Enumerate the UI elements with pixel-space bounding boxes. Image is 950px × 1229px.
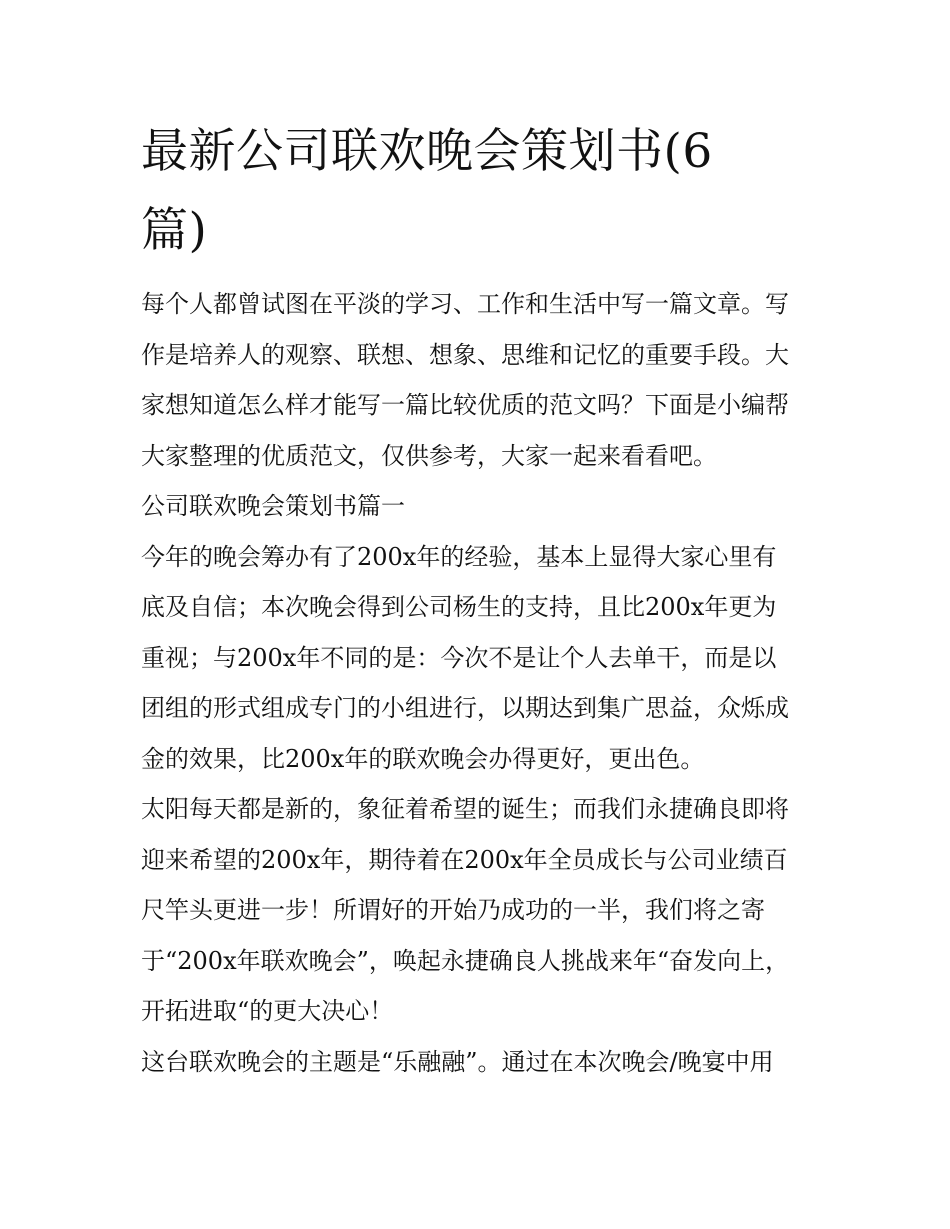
document-title bbox=[141, 112, 813, 270]
text-line: 今年的晚会筹办有了200x年的经验，基本上显得大家心里有 bbox=[141, 542, 777, 571]
text-line: 尺竿头更进一步！所谓好的开始乃成功的一半，我们将之寄 bbox=[141, 896, 765, 924]
text-line: 家想知道怎么样才能写一篇比较优质的范文吗？下面是小编帮 bbox=[141, 391, 789, 419]
title-line-1: 最新公司联欢晚会策划书(6 bbox=[141, 124, 713, 179]
body-paragraph bbox=[141, 1046, 813, 1097]
text-line: 底及自信；本次晚会得到公司杨生的支持，且比200x年更为 bbox=[141, 593, 777, 621]
title-line-2: 篇) bbox=[141, 203, 208, 258]
section-heading bbox=[141, 490, 813, 541]
document-content bbox=[141, 112, 813, 1096]
document-body bbox=[141, 288, 813, 1096]
text-line: 重视；与200x年不同的是：今次不是让个人去单干，而是以 bbox=[141, 643, 777, 672]
text-line: 每个人都曾试图在平淡的学习、工作和生活中写一篇文章。写 bbox=[141, 290, 789, 318]
text-line: 开拓进取“的更大决心！ bbox=[141, 997, 394, 1025]
body-paragraph bbox=[141, 541, 813, 794]
text-line: 这台联欢晚会的主题是“乐融融”。通过在本次晚会/晚宴中用 bbox=[141, 1047, 774, 1076]
text-line: 太阳每天都是新的，象征着希望的诞生；而我们永捷确良即将 bbox=[141, 795, 789, 823]
text-line: 作是培养人的观察、联想、想象、思维和记忆的重要手段。大 bbox=[141, 340, 789, 369]
text-line: 迎来希望的200x年，期待着在200x年全员成长与公司业绩百 bbox=[141, 845, 788, 874]
text-line: 大家整理的优质范文，仅供参考，大家一起来看看吧。 bbox=[141, 441, 717, 470]
text-line: 团组的形式组成专门的小组进行，以期达到集广思益，众烁成 bbox=[141, 694, 789, 722]
text-line: 于“200x年联欢晚会”，唤起永捷确良人挑战来年“奋发向上， bbox=[141, 946, 790, 975]
text-line: 金的效果，比200x年的联欢晚会办得更好，更出色。 bbox=[141, 744, 705, 773]
intro-paragraph bbox=[141, 288, 813, 490]
body-paragraph bbox=[141, 793, 813, 1046]
section-heading-text: 公司联欢晚会策划书篇一 bbox=[141, 492, 405, 520]
